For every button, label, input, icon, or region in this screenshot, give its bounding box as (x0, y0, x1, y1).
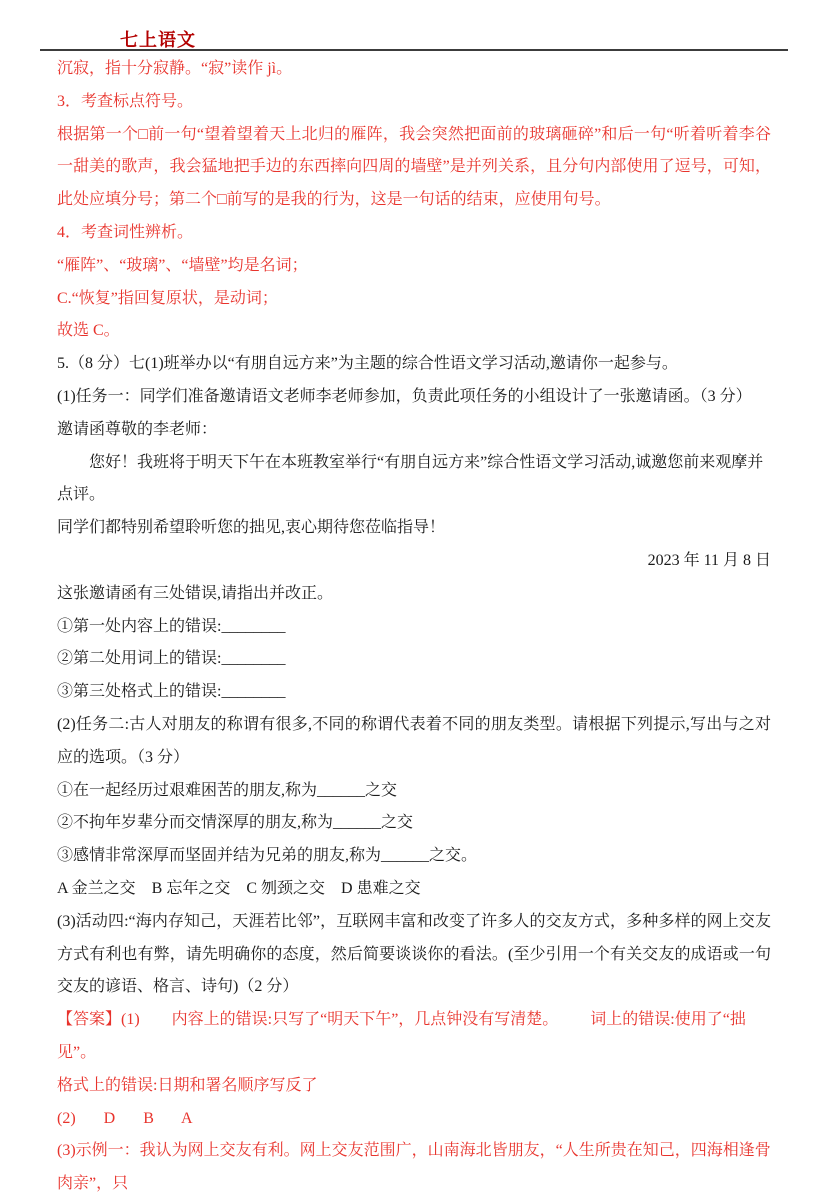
task-1-prompt: (1)任务一：同学们准备邀请语文老师李老师参加，负责此项任务的小组设计了一张邀请函。（3 分） (57, 387, 752, 405)
invitation-body: 您好！我班将于明天下午在本班教室举行“有朋自远方来”综合性语文学习活动,诚邀您前来观摩并点评。 (57, 453, 764, 504)
friend-type-3: ③感情非常深厚而坚固并结为兄弟的朋友,称为______之交。 (57, 847, 478, 865)
error-blank-1: ①第一处内容上的错误:________ (57, 617, 286, 635)
options-abcd: A 金兰之交 B 忘年之交 C 刎颈之交 D 患难之交 (57, 879, 421, 897)
task-2-prompt: (2)任务二:古人对朋友的称谓有很多,不同的称谓代表着不同的朋友类型。请根据下列提示,写出与之对应的选项。（3 分） (57, 715, 771, 766)
friend-type-2: ②不拘年岁辈分而交情深厚的朋友,称为______之交 (57, 814, 414, 832)
friend-type-1: ①在一起经历过艰难困苦的朋友,称为______之交 (57, 781, 398, 799)
explanation-pos-verb: C.“恢复”指回复原状，是动词； (57, 289, 278, 307)
explanation-pos-heading: 4．考查词性辨析。 (57, 223, 194, 241)
page-title: 七上语文 (120, 30, 196, 50)
header-divider (40, 49, 788, 51)
document-body (57, 53, 771, 1201)
errors-prompt: 这张邀请函有三处错误,请指出并改正。 (57, 584, 334, 602)
explanation-answer-c: 故选 C。 (57, 322, 120, 340)
invitation-salutation: 邀请函尊敬的李老师： (57, 420, 218, 438)
answer-part-3: (3)示例一：我认为网上交友有利。网上交友范围广，山南海北皆朋友，“人生所贵在知己，四海相逢骨肉亲”，只 (57, 1142, 771, 1193)
activity-4-prompt: (3)活动四:“海内存知己，天涯若比邻”，互联网丰富和改变了许多人的交友方式，多种多样的网上交友方式有利也有弊，请先明确你的态度，然后简要谈谈你的看法。(至少引用一个有关交友的成语或一句交友的谚语、格言、诗句)（2 分） (57, 912, 771, 996)
answer-part-2: (2) D B A (57, 1109, 193, 1127)
invitation-closing: 同学们都特别希望聆听您的拙见,衷心期待您莅临指导！ (57, 519, 446, 537)
invitation-date: 2023 年 11 月 8 日 (647, 551, 771, 569)
error-blank-3: ③第三处格式上的错误:________ (57, 683, 286, 701)
question-5-stem: 5.（8 分）七(1)班举办以“有朋自远方来”为主题的综合性语文学习活动,邀请你一起参与。 (57, 355, 678, 373)
answer-format-error: 格式上的错误:日期和署名顺序写反了 (57, 1076, 318, 1094)
error-blank-2: ②第二处用词上的错误:________ (57, 650, 286, 668)
explanation-chenji: 沉寂，指十分寂静。“寂”读作 jì。 (57, 60, 293, 77)
explanation-punctuation-body: 根据第一个□前一句“望着望着天上北归的雁阵，我会突然把面前的玻璃砸碎”和后一句“听着听着李谷一甜美的歌声，我会猛地把手边的东西摔向四周的墙壁”是并列关系，且分句内部使用了逗号，可知，此处应填分号；第二个□前写的是我的行为，这是一句话的结束，应使用句号。 (57, 125, 771, 209)
answer-part-1: 【答案】(1) 内容上的错误:只写了“明天下午”，几点钟没有写清楚。 词上的错误:使用了“拙见”。 (57, 1011, 746, 1061)
explanation-pos-nouns: “雁阵”、“玻璃”、“墙壁”均是名词； (57, 256, 308, 274)
explanation-punctuation-heading: 3．考查标点符号。 (57, 92, 194, 110)
